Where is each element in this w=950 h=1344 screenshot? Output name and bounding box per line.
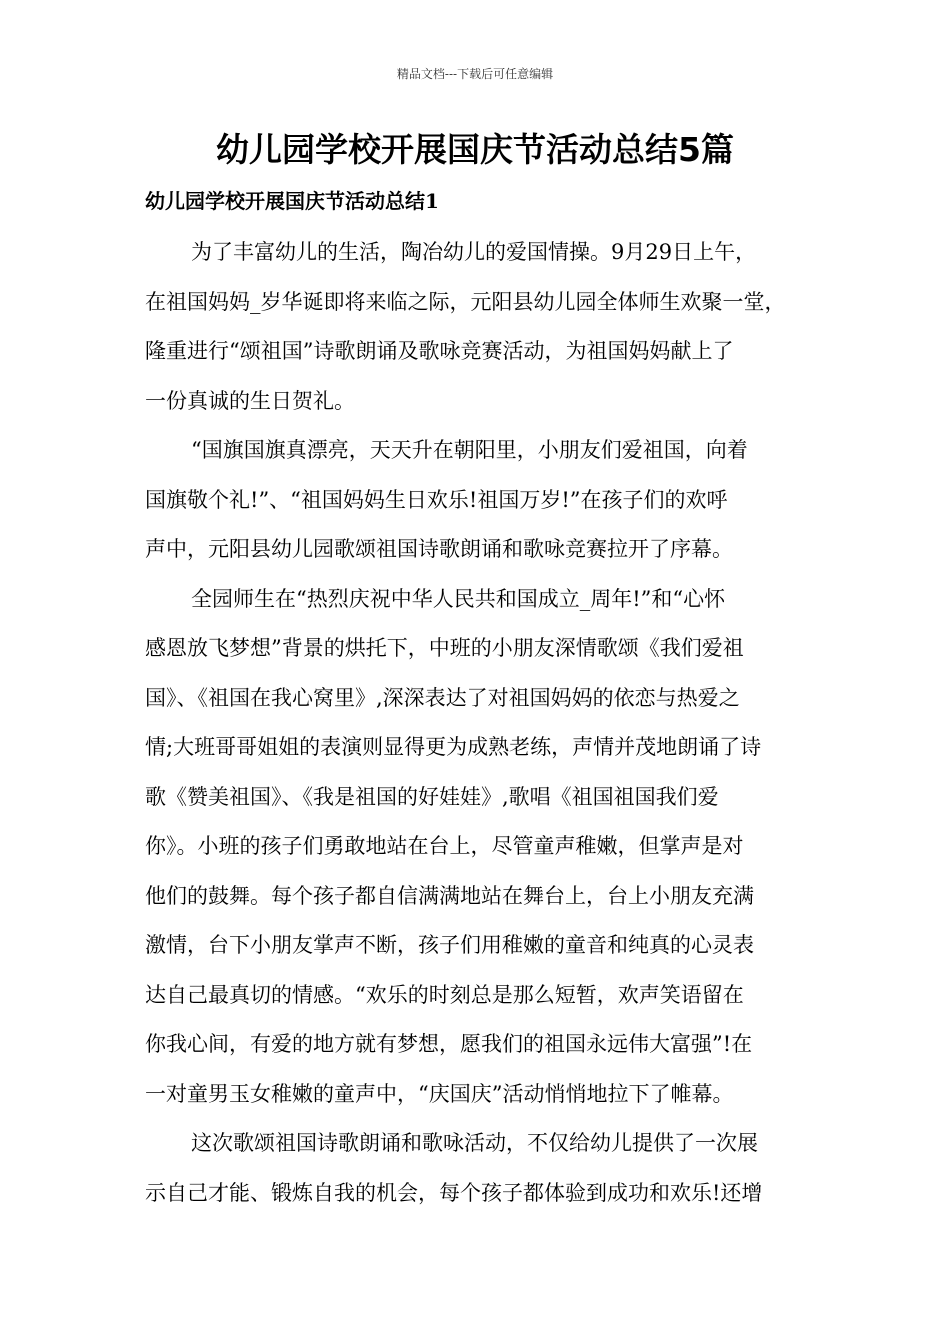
text-line: 一份真诚的生日贺礼。 (145, 388, 355, 413)
text-line: 声中，元阳县幼儿园歌颂祖国诗歌朗诵和歌咏竞赛拉开了序幕。 (145, 537, 733, 561)
text-line: “国旗国旗真漂亮，天天升在朝阳里，小朋友们爱祖国，向着 (191, 438, 748, 462)
document-body (145, 228, 817, 1218)
text-line: 一对童男玉女稚嫩的童声中，“庆国庆”活动悄悄地拉下了帷幕。 (145, 1081, 734, 1106)
text-line: 他们的鼓舞。每个孩子都自信满满地站在舞台上，台上小朋友充满 (145, 883, 754, 908)
text-line: 歌《赞美祖国》、《我是祖国的好娃娃》,歌唱《祖国祖国我们爱 (145, 784, 719, 809)
text-line: 国旗敬个礼!”、“祖国妈妈生日欢乐!祖国万岁!”在孩子们的欢呼 (145, 487, 728, 512)
text-line: 你我心间，有爱的地方就有梦想，愿我们的祖国永远伟大富强”!在 (145, 1032, 753, 1056)
paragraph (145, 1119, 817, 1218)
document-title: 幼儿园学校开展国庆节活动总结5篇 (216, 130, 734, 169)
paragraph (145, 228, 817, 426)
text-line: 全园师生在“热烈庆祝中华人民共和国成立_周年!”和“心怀 (191, 586, 726, 611)
text-line: 国》、《祖国在我心窝里》,深深表达了对祖国妈妈的依恋与热爱之 (145, 685, 740, 710)
text-line: 你》。小班的孩子们勇敢地站在台上，尽管童声稚嫩，但掌声是对 (145, 834, 744, 858)
header-note: 精品文档---下载后可任意编辑 (396, 67, 554, 81)
text-line: 激情，台下小朋友掌声不断，孩子们用稚嫩的童音和纯真的心灵表 (145, 933, 754, 957)
text-line: 在祖国妈妈_岁华诞即将来临之际，元阳县幼儿园全体师生欢聚一堂， (145, 289, 786, 314)
text-line: 情;大班哥哥姐姐的表演则显得更为成熟老练，声情并茂地朗诵了诗 (145, 735, 762, 759)
text-line: 这次歌颂祖国诗歌朗诵和歌咏活动，不仅给幼儿提供了一次展 (191, 1131, 758, 1155)
text-line: 隆重进行“颂祖国”诗歌朗诵及歌咏竞赛活动，为祖国妈妈献上了 (145, 339, 734, 363)
section-title: 幼儿园学校开展国庆节活动总结1 (145, 189, 439, 213)
text-line: 示自己才能、锻炼自我的机会，每个孩子都体验到成功和欢乐!还增 (145, 1180, 763, 1205)
text-line: 为了丰富幼儿的生活，陶冶幼儿的爱国情操。9月29日上午， (191, 240, 757, 264)
text-line: 达自己最真切的情感。“欢乐的时刻总是那么短暂，欢声笑语留在 (145, 982, 744, 1007)
paragraph (145, 426, 817, 575)
text-line: 感恩放飞梦想”背景的烘托下，中班的小朋友深情歌颂《我们爱祖 (145, 636, 744, 660)
paragraph (145, 575, 817, 1120)
